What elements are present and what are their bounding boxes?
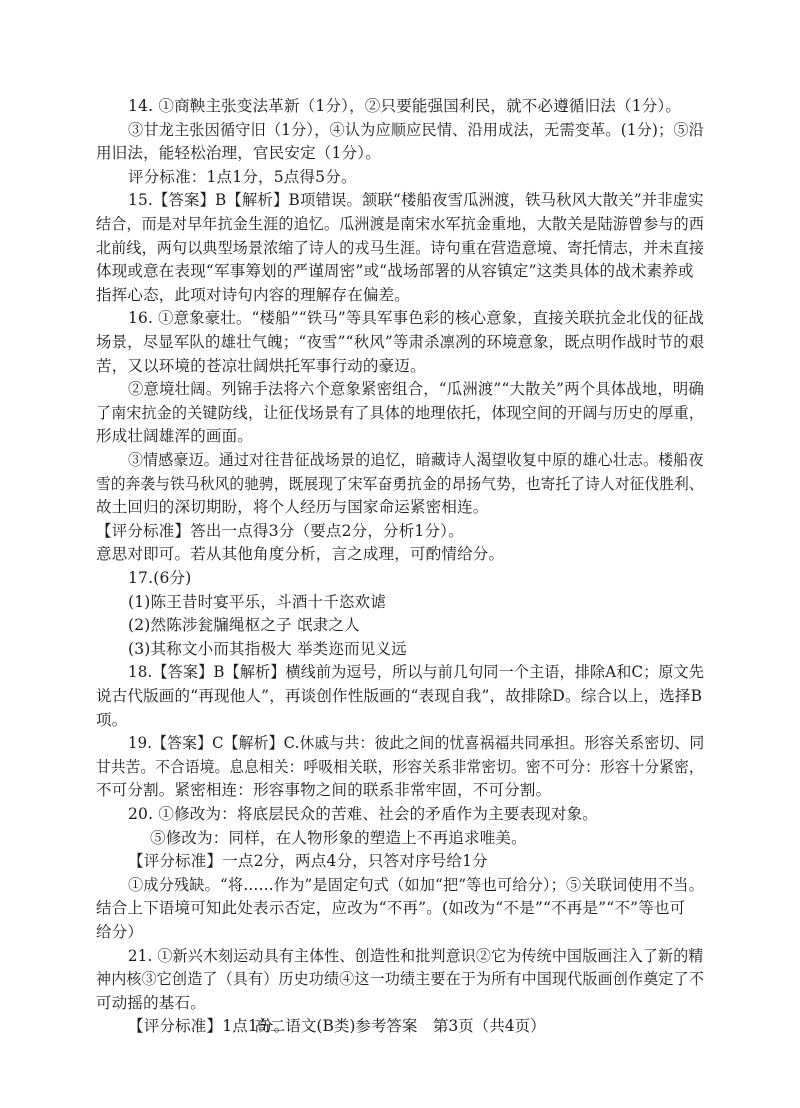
text-line: 结合上下语境可知此处表示否定，应改为“不再”。(如改为“不是”“不再是”“不”等也可 — [96, 899, 686, 918]
text-line: 甘共苦。不合语境。息息相关：呼吸相关联，形容关系非常密切。密不可分：形容十分紧密， — [96, 757, 704, 776]
text-line: 给分） — [96, 923, 144, 941]
text-line: 评分标准：1点1分，5点得5分。 — [128, 167, 357, 186]
text-line: 用旧法，能轻松治理，官民安定（1分）。 — [96, 144, 381, 163]
text-line: 18.【答案】B【解析】横线前为逗号，所以与前几句同一个主语，排除A和C；原文先 — [128, 663, 705, 682]
text-line: (3)其称文小而其指极大 举类迩而见义远 — [128, 639, 407, 658]
text-line: 20. ①修改为：将底层民众的苦难、社会的矛盾作为主要表现对象。 — [128, 805, 598, 823]
text-line: (2)然陈涉瓮牖绳枢之子 氓隶之人 — [128, 616, 360, 635]
text-line: 【评分标准】1点1分。 — [128, 1017, 290, 1036]
text-line: ①成分残缺。“将……作为”是固定句式（如加“把”等也可给分）；⑤关联词使用不当。 — [128, 875, 704, 894]
text-line: ⑤修改为：同样，在人物形象的塑造上不再追求唯美。 — [150, 828, 527, 847]
text-line: 神内核③它创造了（具有）历史功绩④这一功绩主要在于为所有中国现代版画创作奠定了不 — [96, 970, 705, 989]
text-line: ③甘龙主张因循守旧（1分），④认为应顺应民情、沿用成法，无需变革。(1分)；⑤沿 — [128, 120, 705, 139]
text-line: 可动摇的基石。 — [96, 993, 206, 1012]
text-line: 形成壮阔雄浑的画面。 — [96, 427, 254, 446]
text-line: 16. ①意象豪壮。“楼船”“铁马”等具军事色彩的核心意象，直接关联抗金北伐的征战 — [128, 309, 704, 328]
text-line: 14. ①商鞅主张变法革新（1分），②只要能强国利民，就不必遵循旧法（1分）。 — [128, 97, 682, 115]
text-line: 项。 — [96, 710, 128, 729]
text-line: 【评分标准】一点2分，两点4分，只答对序号给1分 — [128, 852, 488, 871]
text-line: 北前线，两句以典型场景浓缩了诗人的戎马生涯。诗句重在营造意境、寄托情志，并未直接 — [96, 238, 705, 257]
text-line: 结合，而是对早年抗金生涯的追忆。瓜洲渡是南宋水军抗金重地，大散关是陆游曾参与的西 — [96, 215, 705, 233]
text-line: (1)陈王昔时宴平乐，斗酒十千恣欢谑 — [128, 592, 387, 611]
text-line: 说古代版画的“再现他人”，再谈创作性版画的“表现自我”，故排除D。综合以上，选择B — [96, 687, 703, 705]
text-line: ②意境壮阔。列锦手法将六个意象紧密组合，“瓜洲渡”“大散关”两个具体战地，明确 — [128, 380, 705, 399]
text-line: 17.(6分) — [128, 569, 192, 587]
text-line: 了南宋抗金的关键防线，让征伐场景有了具体的地理依托，体现空间的开阔与历史的厚重， — [96, 403, 705, 422]
text-line: 指挥心态，此项对诗句内容的理解存在偏差。 — [96, 285, 411, 304]
text-line: 意思对即可。若从其他角度分析，言之成理，可酌情给分。 — [96, 545, 505, 564]
text-line: 故土回归的深切期盼，将个人经历与国家命运紧密相连。 — [96, 498, 489, 517]
text-line: 21. ①新兴木刻运动具有主体性、创造性和批判意识②它为传统中国版画注入了新的精 — [128, 946, 704, 965]
text-line: 19.【答案】C【解析】C.休戚与共：彼此之间的忧喜祸福共同承担。形容关系密切、同 — [128, 734, 705, 753]
text-line: ③情感豪迈。通过对往昔征战场景的追忆，暗藏诗人渴望收复中原的雄心壮志。楼船夜 — [128, 451, 704, 469]
page-footer: 高二语文(B类)参考答案 第3页（共4页） — [254, 1017, 546, 1035]
text-line: 雪的奔袭与铁马秋风的驰骋，既展现了宋军奋勇抗金的昂扬气势，也寄托了诗人对征伐胜利、 — [96, 474, 704, 493]
text-line: 苦，又以环境的苍凉壮阔烘托军事行动的豪迈。 — [96, 356, 426, 375]
text-line: 体现或意在表现“军事筹划的严谨周密”或“战场部署的从容镇定”这类具体的战术素养或 — [96, 262, 694, 281]
text-line: 场景，尽显军队的雄壮气魄；“夜雪”“秋风”等肃杀凛冽的环境意象，既点明作战时节的艰 — [96, 333, 705, 351]
text-line: 【评分标准】答出一点得3分（要点2分，分析1分）。 — [96, 521, 464, 540]
text-line: 不可分割。紧密相连：形容事物之间的联系非常牢固，不可分割。 — [96, 781, 552, 800]
text-line: 15.【答案】B【解析】B项错误。颔联“楼船夜雪瓜洲渡，铁马秋风大散关”并非虚实 — [128, 191, 704, 210]
